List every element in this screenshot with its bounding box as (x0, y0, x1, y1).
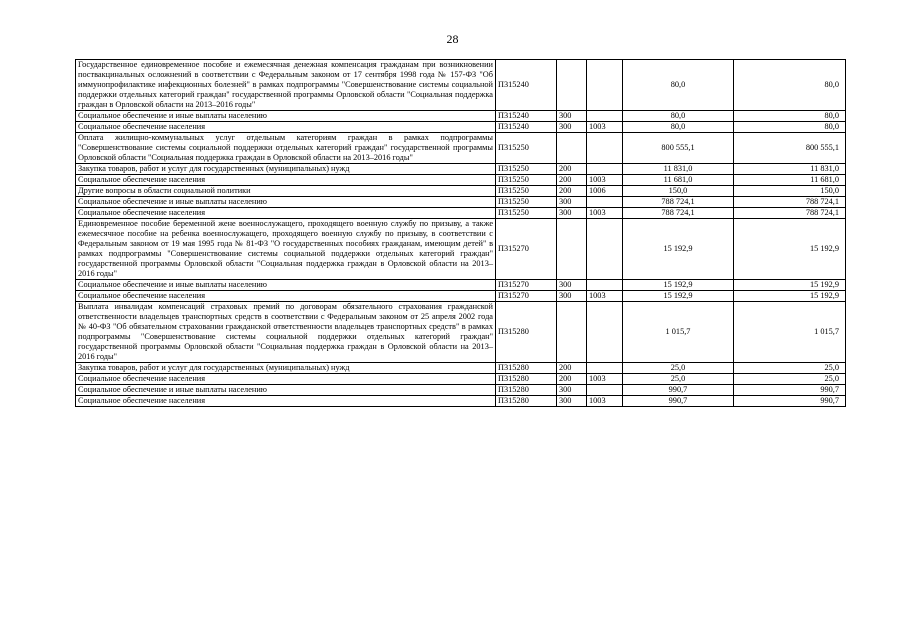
row-section-cell: 1003 (587, 208, 623, 219)
row-name-cell: Выплата инвалидам компенсаций страховых премий по договорам обязательного страхования гражданской ответственности владельцев транспортных средств в соответствии с Федеральным законом от 25 апреля 2002 года № 40-ФЗ "Об обязательном страховании гражданской ответственности владельцев транспортных средств" в рамках подпрограммы "Совершенствование системы социальной поддержки отдельных категорий граждан" государственной программы Орловской области "Социальная поддержка граждан в Орловской области на 2013–2016 годы" (76, 302, 496, 363)
row-section-cell (587, 302, 623, 363)
row-name-cell: Социальное обеспечение и иные выплаты населению (76, 385, 496, 396)
row-code-cell: П315240 (496, 60, 557, 111)
row-expense-type-cell: 300 (557, 111, 587, 122)
row-code-cell: П315280 (496, 374, 557, 385)
row-name-cell: Единовременное пособие беременной жене военнослужащего, проходящего военную службу по призыву, а также ежемесячное пособие на ребенка военнослужащего, проходящего военную службу по призыву, в соответствии с Федеральным законом от 19 мая 1995 года № 81-ФЗ "О государственных пособиях гражданам, имеющим детей" в рамках подпрограммы "Совершенствование системы социальной поддержки отдельных категорий граждан" государственной программы Орловской области "Социальная поддержка граждан в Орловской области на 2013–2016 годы" (76, 219, 496, 280)
row-name-cell: Социальное обеспечение населения (76, 291, 496, 302)
row-value-2-cell: 990,7 (734, 396, 846, 407)
row-code-cell: П315270 (496, 291, 557, 302)
row-value-1-cell: 150,0 (623, 186, 734, 197)
row-name-cell: Социальное обеспечение населения (76, 175, 496, 186)
row-name-cell: Социальное обеспечение населения (76, 208, 496, 219)
row-section-cell (587, 164, 623, 175)
row-value-2-cell: 1 015,7 (734, 302, 846, 363)
row-value-1-cell: 15 192,9 (623, 291, 734, 302)
row-expense-type-cell: 300 (557, 396, 587, 407)
row-name-cell: Социальное обеспечение населения (76, 396, 496, 407)
row-value-1-cell: 990,7 (623, 396, 734, 407)
row-name-cell: Социальное обеспечение населения (76, 374, 496, 385)
table-row (76, 208, 846, 219)
row-section-cell (587, 219, 623, 280)
table-row (76, 111, 846, 122)
row-code-cell: П315280 (496, 302, 557, 363)
table-row (76, 186, 846, 197)
row-code-cell: П315280 (496, 385, 557, 396)
table-row (76, 219, 846, 280)
table-row (76, 363, 846, 374)
row-value-2-cell: 15 192,9 (734, 291, 846, 302)
row-code-cell: П315240 (496, 122, 557, 133)
row-section-cell: 1003 (587, 291, 623, 302)
row-value-1-cell: 80,0 (623, 60, 734, 111)
row-value-2-cell: 11 831,0 (734, 164, 846, 175)
row-name-cell: Оплата жилищно-коммунальных услуг отдельным категориям граждан в рамках подпрограммы "Совершенствование системы социальной поддержки отдельных категорий граждан" государственной программы Орловской области "Социальная поддержка граждан в Орловской области на 2013–2016 годы" (76, 133, 496, 164)
row-value-2-cell: 11 681,0 (734, 175, 846, 186)
row-value-1-cell: 800 555,1 (623, 133, 734, 164)
row-expense-type-cell (557, 219, 587, 280)
table-row (76, 291, 846, 302)
table-row (76, 60, 846, 111)
row-value-2-cell: 25,0 (734, 374, 846, 385)
table-row (76, 175, 846, 186)
table-row (76, 164, 846, 175)
row-value-1-cell: 788 724,1 (623, 197, 734, 208)
row-code-cell: П315250 (496, 186, 557, 197)
table-row (76, 374, 846, 385)
row-name-cell: Закупка товаров, работ и услуг для государственных (муниципальных) нужд (76, 164, 496, 175)
row-section-cell (587, 111, 623, 122)
row-name-cell: Социальное обеспечение и иные выплаты населению (76, 197, 496, 208)
row-name-cell: Социальное обеспечение и иные выплаты населению (76, 111, 496, 122)
row-value-1-cell: 11 681,0 (623, 175, 734, 186)
table-row (76, 122, 846, 133)
row-expense-type-cell (557, 133, 587, 164)
row-name-cell: Другие вопросы в области социальной политики (76, 186, 496, 197)
row-value-1-cell: 788 724,1 (623, 208, 734, 219)
row-section-cell: 1003 (587, 122, 623, 133)
row-value-1-cell: 25,0 (623, 363, 734, 374)
row-value-2-cell: 80,0 (734, 60, 846, 111)
row-value-1-cell: 11 831,0 (623, 164, 734, 175)
row-code-cell: П315250 (496, 164, 557, 175)
row-expense-type-cell: 300 (557, 291, 587, 302)
row-section-cell (587, 60, 623, 111)
row-section-cell: 1006 (587, 186, 623, 197)
row-section-cell (587, 280, 623, 291)
row-value-2-cell: 788 724,1 (734, 197, 846, 208)
row-code-cell: П315280 (496, 363, 557, 374)
row-value-1-cell: 15 192,9 (623, 280, 734, 291)
row-value-2-cell: 80,0 (734, 122, 846, 133)
page-number: 28 (446, 32, 459, 46)
row-value-1-cell: 15 192,9 (623, 219, 734, 280)
row-expense-type-cell: 200 (557, 164, 587, 175)
row-code-cell: П315250 (496, 175, 557, 186)
row-expense-type-cell: 200 (557, 175, 587, 186)
row-value-2-cell: 788 724,1 (734, 208, 846, 219)
row-expense-type-cell (557, 302, 587, 363)
row-value-2-cell: 25,0 (734, 363, 846, 374)
row-expense-type-cell: 300 (557, 208, 587, 219)
row-value-2-cell: 990,7 (734, 385, 846, 396)
row-value-1-cell: 80,0 (623, 111, 734, 122)
table-row (76, 302, 846, 363)
row-section-cell: 1003 (587, 374, 623, 385)
row-value-1-cell: 25,0 (623, 374, 734, 385)
row-value-2-cell: 15 192,9 (734, 280, 846, 291)
row-section-cell: 1003 (587, 396, 623, 407)
budget-table (75, 59, 846, 407)
row-name-cell: Государственное единовременное пособие и ежемесячная денежная компенсация гражданам при возникновении поствакцинальных осложнений в соответствии с Федеральным законом от 17 сентября 1998 года № 157-ФЗ "Об иммунопрофилактике инфекционных болезней" в рамках подпрограммы "Совершенствование системы социальной поддержки отдельных категорий граждан" государственной программы Орловской области "Социальная поддержка граждан в Орловской области на 2013–2016 годы" (76, 60, 496, 111)
row-expense-type-cell: 300 (557, 385, 587, 396)
row-value-1-cell: 1 015,7 (623, 302, 734, 363)
row-value-2-cell: 80,0 (734, 111, 846, 122)
row-name-cell: Закупка товаров, работ и услуг для государственных (муниципальных) нужд (76, 363, 496, 374)
row-code-cell: П315250 (496, 208, 557, 219)
row-code-cell: П315250 (496, 133, 557, 164)
row-section-cell (587, 363, 623, 374)
table-row (76, 133, 846, 164)
row-code-cell: П315280 (496, 396, 557, 407)
row-expense-type-cell (557, 60, 587, 111)
row-section-cell (587, 133, 623, 164)
row-value-2-cell: 150,0 (734, 186, 846, 197)
row-expense-type-cell: 300 (557, 197, 587, 208)
row-expense-type-cell: 300 (557, 122, 587, 133)
row-code-cell: П315240 (496, 111, 557, 122)
table-row (76, 385, 846, 396)
row-value-2-cell: 800 555,1 (734, 133, 846, 164)
row-expense-type-cell: 200 (557, 363, 587, 374)
row-section-cell (587, 385, 623, 396)
row-value-1-cell: 80,0 (623, 122, 734, 133)
row-expense-type-cell: 300 (557, 280, 587, 291)
row-section-cell: 1003 (587, 175, 623, 186)
table-row (76, 197, 846, 208)
row-value-1-cell: 990,7 (623, 385, 734, 396)
row-name-cell: Социальное обеспечение и иные выплаты населению (76, 280, 496, 291)
row-expense-type-cell: 200 (557, 186, 587, 197)
row-expense-type-cell: 200 (557, 374, 587, 385)
row-code-cell: П315270 (496, 219, 557, 280)
table-row (76, 396, 846, 407)
table-row (76, 280, 846, 291)
row-code-cell: П315270 (496, 280, 557, 291)
row-name-cell: Социальное обеспечение населения (76, 122, 496, 133)
row-value-2-cell: 15 192,9 (734, 219, 846, 280)
row-section-cell (587, 197, 623, 208)
budget-table-body (76, 60, 846, 407)
row-code-cell: П315250 (496, 197, 557, 208)
